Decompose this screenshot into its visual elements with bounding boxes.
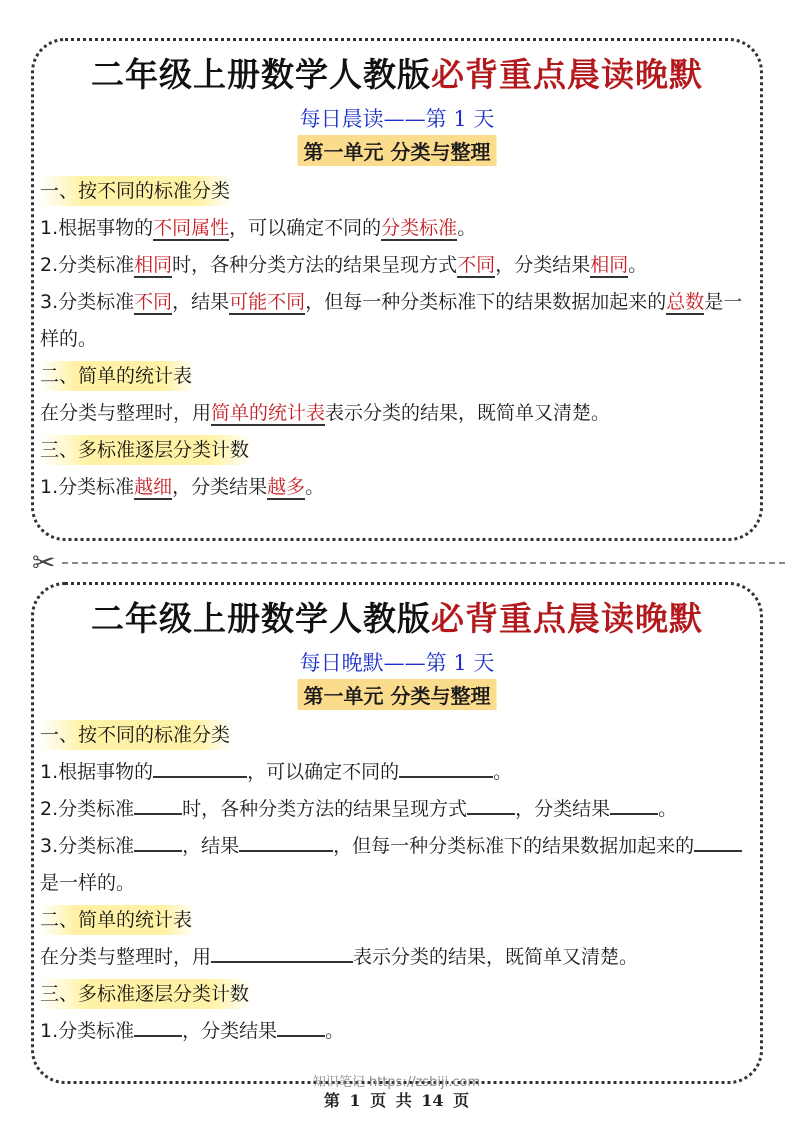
item-4 (40, 395, 754, 432)
watermark: 知识笔记 https://zsbiji.com (312, 1075, 481, 1090)
text: 。 (457, 217, 477, 239)
title-black: 二年级上册数学人教版 (91, 599, 431, 638)
answer: 相同 (590, 254, 629, 276)
text: 1.分类标准 (40, 476, 135, 498)
fill-blank[interactable] (277, 1013, 325, 1037)
answer: 总数 (666, 291, 705, 313)
text: ，结果 (172, 291, 230, 313)
text: 时，各种分类方法的结果呈现方式 (172, 254, 458, 276)
item-1 (40, 210, 754, 247)
fill-blank[interactable] (399, 754, 493, 778)
evening-body (40, 717, 754, 1050)
fill-blank[interactable] (134, 828, 182, 852)
text: 2.分类标准 (40, 254, 135, 276)
day-subtitle: 每日晚默——第 1 天 (299, 651, 495, 675)
answer: 不同 (134, 291, 173, 313)
evening-recall-card (31, 582, 763, 1084)
fill-blank[interactable] (134, 791, 182, 815)
text: 是一样的。 (40, 291, 743, 350)
answer: 越多 (267, 476, 306, 498)
page-number: 第 1 页 共 14 页 (323, 1091, 470, 1110)
morning-body (40, 173, 754, 506)
text: 。 (493, 761, 513, 783)
answer: 相同 (134, 254, 173, 276)
fill-blank[interactable] (211, 939, 353, 963)
text: 表示分类的结果，既简单又清楚。 (353, 946, 639, 968)
section-heading: 二、简单的统计表 (40, 905, 196, 935)
text: 在分类与整理时，用 (40, 402, 212, 424)
text: ，结果 (182, 835, 240, 857)
text: 1.根据事物的 (40, 217, 154, 239)
fill-blank[interactable] (239, 828, 333, 852)
text: 。 (628, 254, 648, 276)
fill-blank[interactable] (610, 791, 658, 815)
text: 。 (658, 798, 678, 820)
section-heading: 三、多标准逐层分类计数 (40, 979, 253, 1009)
item-5 (40, 1013, 754, 1050)
fill-blank[interactable] (134, 1013, 182, 1037)
title-red: 必背重点晨读晚默 (431, 599, 703, 638)
text: ，分类结果 (515, 798, 611, 820)
scissors-icon: ✂ (32, 546, 56, 579)
title-black: 二年级上册数学人教版 (91, 55, 431, 94)
text: ，分类结果 (495, 254, 591, 276)
text: 是一样的。 (40, 872, 136, 894)
page-title (34, 593, 760, 640)
text: ，可以确定不同的 (229, 217, 382, 239)
section-heading: 三、多标准逐层分类计数 (40, 435, 253, 465)
item-4 (40, 939, 754, 976)
item-5 (40, 469, 754, 506)
text: ，但每一种分类标准下的结果数据加起来的 (333, 835, 695, 857)
text: ，可以确定不同的 (247, 761, 400, 783)
item-3 (40, 828, 754, 902)
cut-line-divider (62, 562, 785, 564)
answer: 越细 (134, 476, 173, 498)
title-red: 必背重点晨读晚默 (431, 55, 703, 94)
unit-label: 第一单元 分类与整理 (298, 135, 497, 166)
text: 时，各种分类方法的结果呈现方式 (182, 798, 468, 820)
text: 表示分类的结果，既简单又清楚。 (325, 402, 611, 424)
text: 。 (325, 1020, 345, 1042)
text: 3.分类标准 (40, 835, 135, 857)
item-2 (40, 791, 754, 828)
text: 1.分类标准 (40, 1020, 135, 1042)
text: 在分类与整理时，用 (40, 946, 212, 968)
answer: 可能不同 (229, 291, 306, 313)
answer: 不同属性 (153, 217, 230, 239)
section-heading: 一、按不同的标准分类 (40, 720, 234, 750)
item-1 (40, 754, 754, 791)
item-2 (40, 247, 754, 284)
page-title (34, 49, 760, 96)
morning-reading-card (31, 38, 763, 541)
text: ，分类结果 (182, 1020, 278, 1042)
answer: 分类标准 (381, 217, 458, 239)
text: ，分类结果 (172, 476, 268, 498)
text: 1.根据事物的 (40, 761, 154, 783)
item-3 (40, 284, 754, 358)
section-heading: 二、简单的统计表 (40, 361, 196, 391)
day-subtitle: 每日晨读——第 1 天 (299, 107, 495, 131)
answer: 简单的统计表 (211, 402, 326, 424)
text: 。 (305, 476, 325, 498)
section-heading: 一、按不同的标准分类 (40, 176, 234, 206)
unit-label: 第一单元 分类与整理 (298, 679, 497, 710)
answer: 不同 (457, 254, 496, 276)
text: ，但每一种分类标准下的结果数据加起来的 (305, 291, 667, 313)
fill-blank[interactable] (694, 828, 742, 852)
fill-blank[interactable] (467, 791, 515, 815)
text: 3.分类标准 (40, 291, 135, 313)
fill-blank[interactable] (153, 754, 247, 778)
text: 2.分类标准 (40, 798, 135, 820)
